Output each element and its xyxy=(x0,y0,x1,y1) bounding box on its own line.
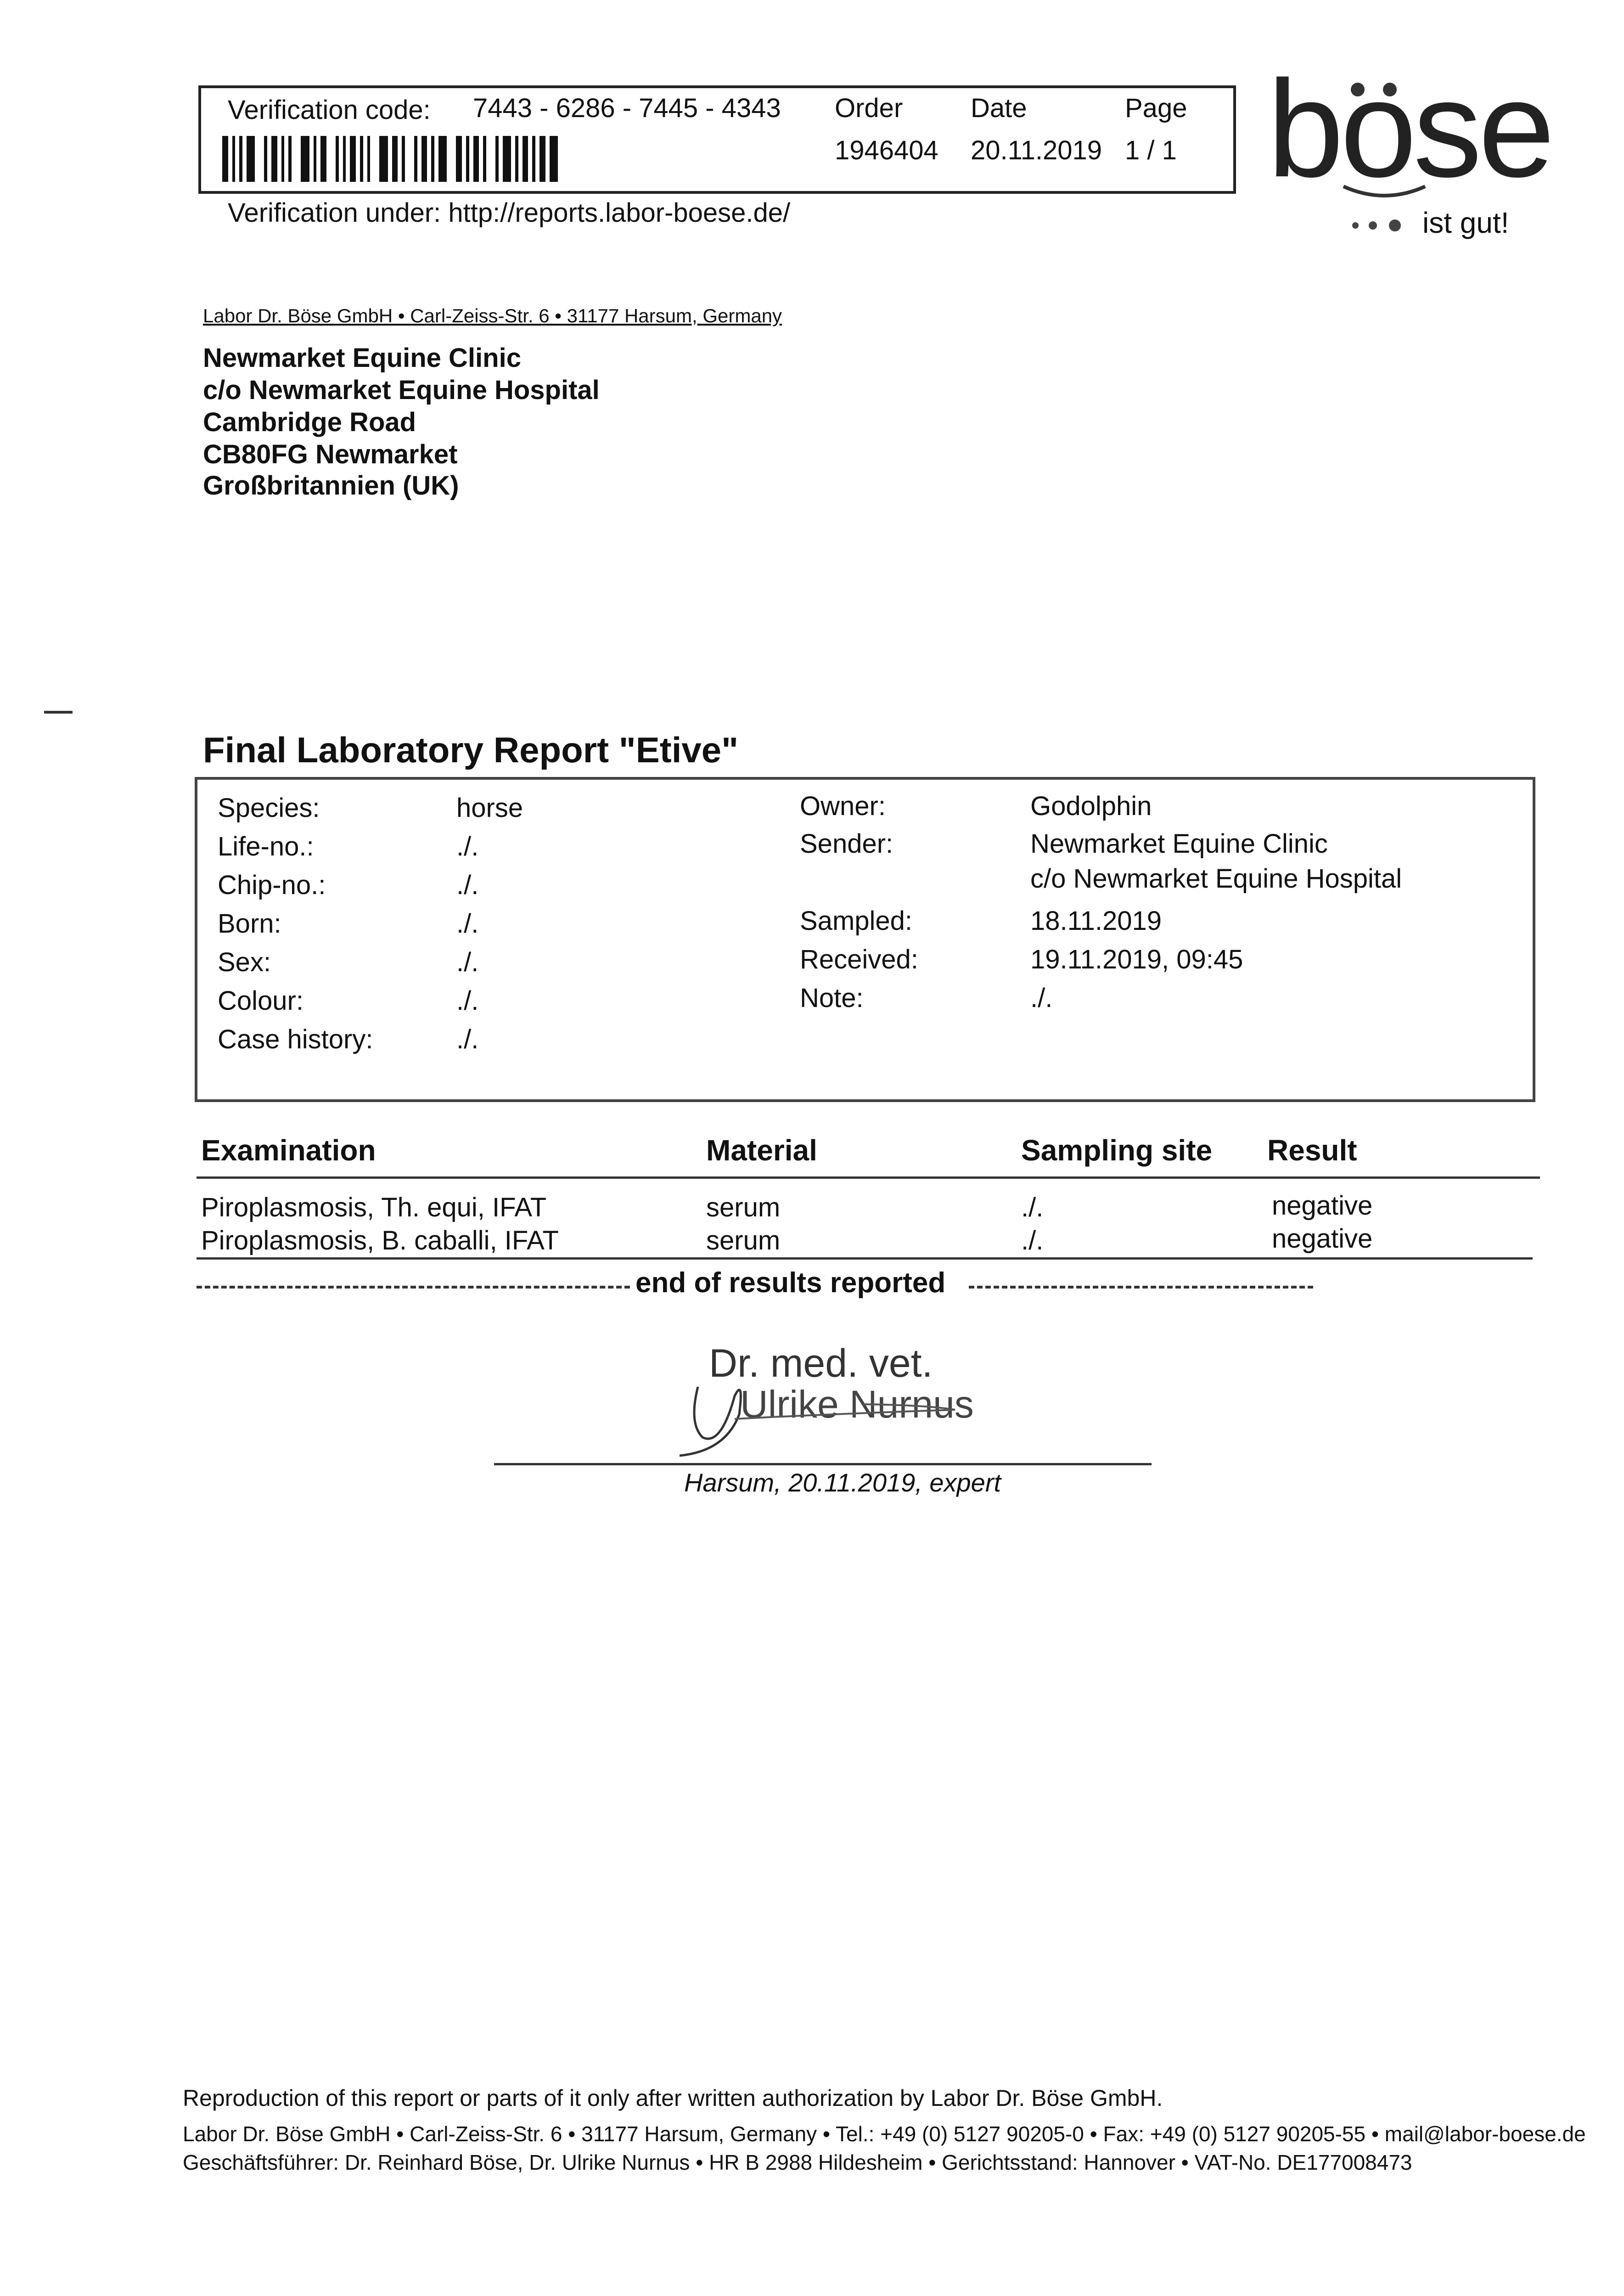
end-of-results: end of results reported xyxy=(635,1267,946,1299)
report-title: Final Laboratory Report "Etive" xyxy=(203,730,739,770)
row1-examination: Piroplasmosis, Th. equi, IFAT xyxy=(201,1193,547,1222)
signature-title: Dr. med. vet. xyxy=(709,1341,933,1385)
received-value: 19.11.2019, 09:45 xyxy=(1030,945,1243,974)
recipient-name: Newmarket Equine Clinic xyxy=(203,343,521,373)
row2-material: serum xyxy=(706,1226,781,1255)
barcode xyxy=(222,136,562,182)
date-label: Date xyxy=(971,93,1027,123)
received-label: Received: xyxy=(800,945,918,974)
logo-smile xyxy=(1341,183,1428,201)
report-date: 20.11.2019 xyxy=(971,135,1102,165)
note-value: ./. xyxy=(1030,983,1053,1013)
verification-url-line: Verification under: http://reports.labor-boese.de/ xyxy=(228,198,791,228)
col-header-material: Material xyxy=(706,1134,817,1167)
row2-examination: Piroplasmosis, B. caballi, IFAT xyxy=(201,1226,559,1255)
verification-label: Verification code: xyxy=(228,95,431,125)
life-no-label: Life-no.: xyxy=(218,832,314,861)
order-number: 1946404 xyxy=(835,135,938,165)
recipient-country: Großbritannien (UK) xyxy=(203,471,459,501)
order-label: Order xyxy=(835,93,903,123)
case-history-value: ./. xyxy=(456,1024,479,1054)
signature-name: Ulrike Nurnus xyxy=(740,1383,974,1426)
sender-label: Sender: xyxy=(800,829,893,859)
col-header-examination: Examination xyxy=(201,1134,376,1167)
row1-site: ./. xyxy=(1021,1193,1044,1222)
sex-label: Sex: xyxy=(218,947,271,977)
row2-result: negative xyxy=(1272,1224,1373,1254)
patient-info-box xyxy=(195,777,1535,1102)
born-label: Born: xyxy=(218,909,281,939)
row1-result: negative xyxy=(1272,1191,1373,1221)
recipient-street: Cambridge Road xyxy=(203,407,416,437)
footer-reproduction-note: Reproduction of this report or parts of it only after written authorization by Labor Dr. Böse GmbH. xyxy=(183,2085,1163,2111)
end-marker-dashes-left xyxy=(197,1286,630,1289)
chip-no-label: Chip-no.: xyxy=(218,870,326,900)
row1-material: serum xyxy=(706,1193,781,1222)
sampled-value: 18.11.2019 xyxy=(1030,906,1162,936)
born-value: ./. xyxy=(456,909,479,939)
note-label: Note: xyxy=(800,983,864,1013)
owner-label: Owner: xyxy=(800,791,886,821)
table-header-rule xyxy=(197,1176,1540,1179)
recipient-city: CB80FG Newmarket xyxy=(203,439,458,469)
colour-label: Colour: xyxy=(218,986,303,1016)
case-history-label: Case history: xyxy=(218,1024,373,1054)
table-bottom-rule xyxy=(197,1257,1533,1260)
fold-mark xyxy=(44,711,73,714)
footer-management-line: Geschäftsführer: Dr. Reinhard Böse, Dr. Ulrike Nurnus • HR B 2988 Hildesheim • Gerichtsstand: Hannover • VAT-No. DE177008473 xyxy=(183,2150,1412,2174)
life-no-value: ./. xyxy=(456,832,479,861)
end-marker-dashes-right xyxy=(969,1286,1313,1289)
sex-value: ./. xyxy=(456,947,479,977)
row2-site: ./. xyxy=(1021,1226,1044,1255)
sender-address-line: Labor Dr. Böse GmbH • Carl-Zeiss-Str. 6 • 31177 Harsum, Germany xyxy=(203,305,782,326)
owner-value: Godolphin xyxy=(1030,791,1152,821)
handwritten-signature xyxy=(670,1368,973,1460)
page-label: Page xyxy=(1125,93,1187,123)
footer-company-line: Labor Dr. Böse GmbH • Carl-Zeiss-Str. 6 • 31177 Harsum, Germany • Tel.: +49 (0) 5127 90205-0 • Fax: +49 (0) 5127 90205-55 • mail@labor-boese.de xyxy=(183,2122,1586,2146)
signature-caption: Harsum, 20.11.2019, expert xyxy=(684,1468,1001,1497)
col-header-result: Result xyxy=(1267,1134,1357,1167)
signature-line xyxy=(494,1463,1152,1465)
sampled-label: Sampled: xyxy=(800,906,913,936)
logo-slogan: ist gut! xyxy=(1422,206,1509,239)
sender-value-2: c/o Newmarket Equine Hospital xyxy=(1030,864,1402,894)
recipient-co: c/o Newmarket Equine Hospital xyxy=(203,375,600,405)
verification-code: 7443 - 6286 - 7445 - 4343 xyxy=(473,93,781,123)
logo-wordmark: bose xyxy=(1267,51,1551,206)
chip-no-value: ./. xyxy=(456,870,479,900)
species-label: Species: xyxy=(218,793,320,823)
sender-value-1: Newmarket Equine Clinic xyxy=(1030,829,1328,859)
page-number: 1 / 1 xyxy=(1125,135,1177,165)
col-header-sampling-site: Sampling site xyxy=(1021,1134,1213,1167)
logo-slogan-dots xyxy=(1352,216,1412,234)
colour-value: ./. xyxy=(456,986,479,1016)
species-value: horse xyxy=(456,793,523,823)
